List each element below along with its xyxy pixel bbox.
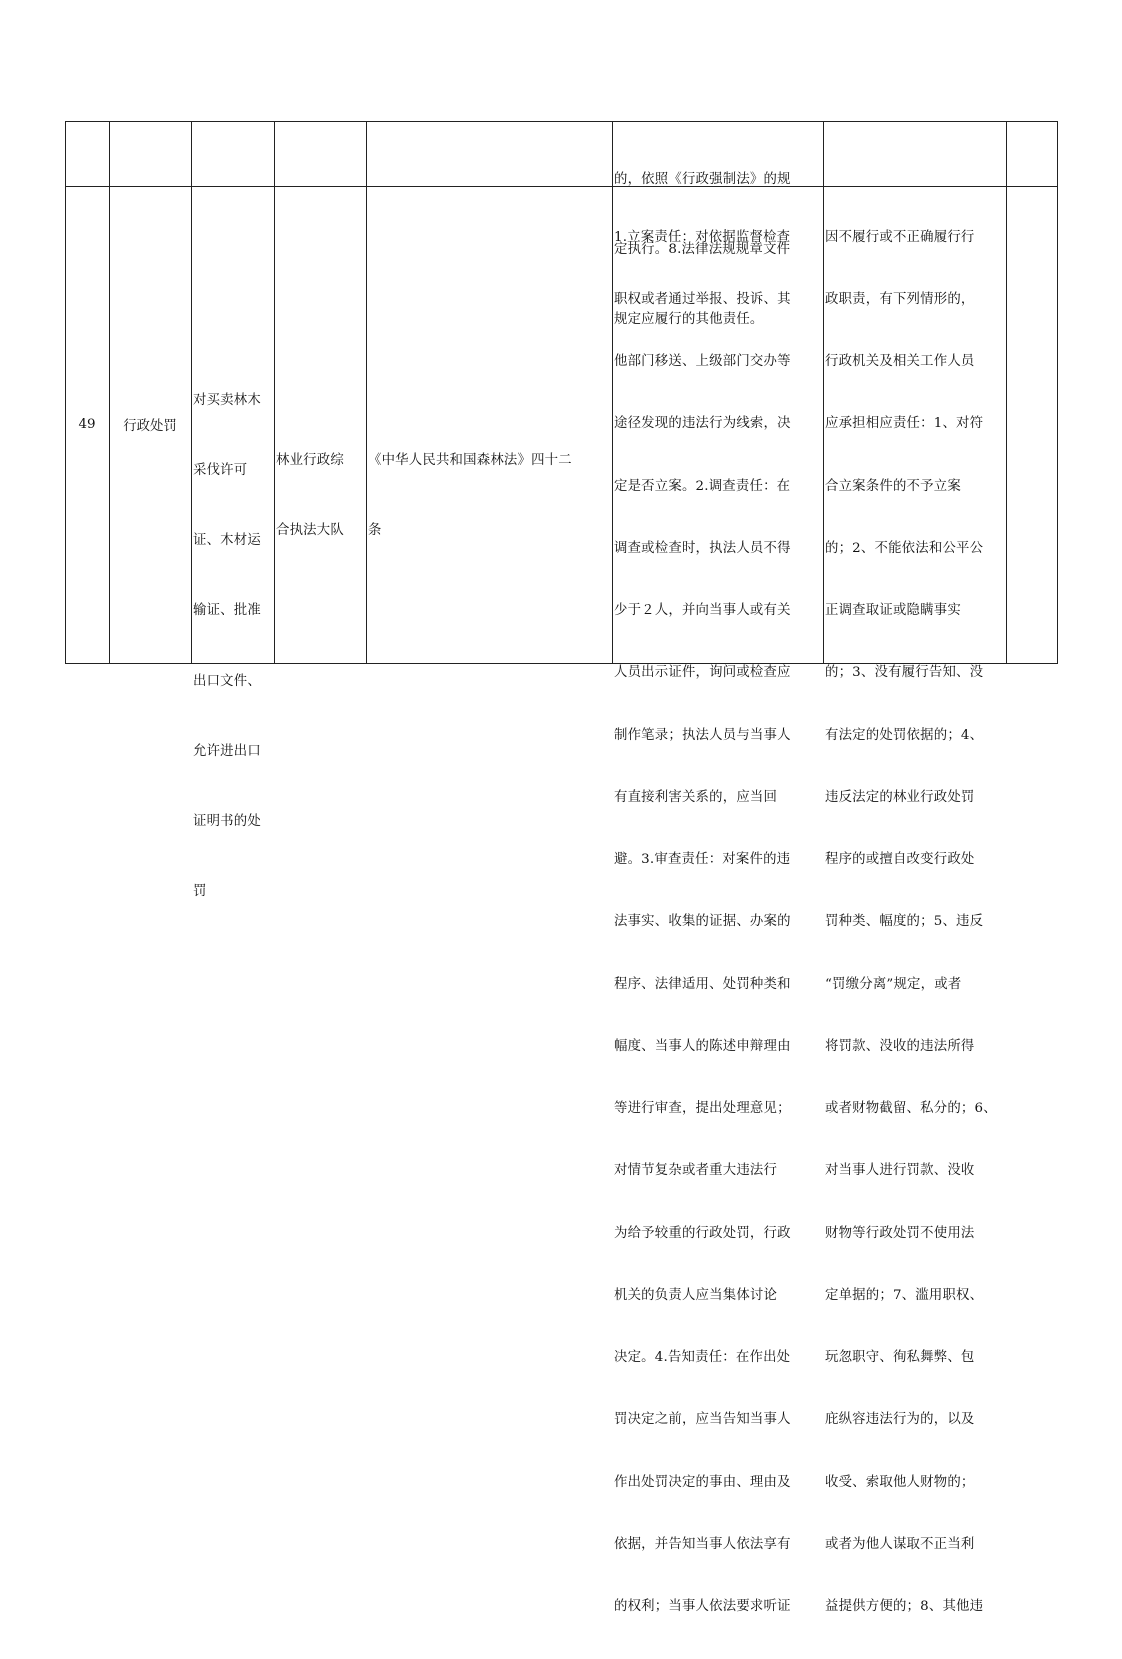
text-line: 少于２人，并向当事人或有关 bbox=[614, 603, 791, 618]
text-line: 的权利；当事人依法要求听证 bbox=[614, 1599, 791, 1614]
text-line: 对当事人进行罚款、没收 bbox=[825, 1163, 975, 1179]
text-line: 《中华人民共和国森林法》四十二 bbox=[368, 452, 572, 468]
text-line: 应承担相应责任：1、对符 bbox=[825, 416, 984, 432]
text-line: 程序的或擅自改变行政处 bbox=[825, 852, 975, 867]
text-line: 违反法定的林业行政处罚 bbox=[825, 789, 975, 805]
column-border bbox=[191, 121, 192, 664]
text-line: 有法定的处罚依据的；4、 bbox=[825, 727, 984, 743]
text-line: 将罚款、没收的违法所得 bbox=[825, 1038, 975, 1054]
text-line: 职权或者通过举报、投诉、其 bbox=[614, 291, 791, 307]
text-line: 避。3.审查责任：对案件的违 bbox=[614, 852, 791, 867]
text-line: 或者为他人谋取不正当利 bbox=[825, 1536, 975, 1552]
text-line: 定执行。8.法律法规规章文件 bbox=[614, 242, 791, 258]
text-line: 的；3、没有履行告知、没 bbox=[825, 665, 984, 681]
text-line: 作出处罚决定的事由、理由及 bbox=[614, 1474, 791, 1490]
text-line: 证明书的处 bbox=[193, 814, 261, 830]
text-line: 对情节复杂或者重大违法行 bbox=[614, 1163, 778, 1179]
text-line: 庇纵容违法行为的，以及 bbox=[825, 1412, 975, 1428]
text-line: 罚决定之前，应当告知当事人 bbox=[614, 1412, 791, 1428]
text-line: 幅度、当事人的陈述申辩理由 bbox=[614, 1038, 791, 1054]
text-line: 条 bbox=[368, 523, 382, 539]
text-line: 采伐许可 bbox=[193, 463, 248, 479]
column-border bbox=[823, 121, 824, 664]
text-line: 罚 bbox=[193, 884, 207, 900]
text-line: 林业行政综 bbox=[276, 452, 344, 468]
responsibility-cell bbox=[614, 186, 823, 1614]
text-line: 输证、批准 bbox=[193, 603, 261, 619]
text-line: 定单据的；7、滥用职权、 bbox=[825, 1287, 984, 1303]
text-line: 证、木材运 bbox=[193, 533, 261, 549]
text-line: 对买卖林木 bbox=[193, 392, 261, 408]
text-line: 依据，并告知当事人依法享有 bbox=[614, 1536, 791, 1552]
text-line: 出口文件、 bbox=[193, 673, 261, 689]
category-cell: 行政处罚 bbox=[123, 419, 177, 434]
remark-cell bbox=[1006, 186, 1057, 663]
legal-basis-cell bbox=[368, 402, 612, 539]
text-line: 或者财物截留、私分的；6、 bbox=[825, 1101, 997, 1116]
text-line: 人员出示证件，询问或检查应 bbox=[614, 665, 791, 681]
text-line: 法事实、收集的证据、办案的 bbox=[614, 914, 791, 930]
row-number: 49 bbox=[78, 417, 96, 432]
text-line: 程序、法律适用、处罚种类和 bbox=[614, 976, 791, 992]
column-border bbox=[1057, 121, 1058, 664]
text-line: 制作笔录；执法人员与当事人 bbox=[614, 727, 791, 743]
text-line: 调查或检查时，执法人员不得 bbox=[614, 540, 791, 556]
text-line: 允许进出口 bbox=[193, 743, 261, 759]
department-cell bbox=[276, 402, 366, 539]
text-line: 益提供方便的；8、其他违 bbox=[825, 1599, 984, 1614]
text-line: 他部门移送、上级部门交办等 bbox=[614, 354, 791, 369]
text-line: 的，依照《行政强制法》的规 bbox=[614, 171, 791, 187]
text-line: 为给予较重的行政处罚，行政 bbox=[614, 1225, 791, 1241]
text-line: 的；2、不能依法和公平公 bbox=[825, 540, 984, 556]
text-line: 规定应履行的其他责任。 bbox=[614, 312, 764, 328]
text-line: 合立案条件的不予立案 bbox=[825, 478, 961, 494]
column-border bbox=[366, 121, 367, 664]
text-line: 合执法大队 bbox=[276, 523, 344, 539]
item-name-cell bbox=[193, 342, 274, 900]
text-line: 机关的负责人应当集体讨论 bbox=[614, 1287, 778, 1303]
accountability-cell bbox=[825, 186, 1006, 1614]
text-line: 罚种类、幅度的；5、违反 bbox=[825, 914, 984, 930]
text-line: 决定。4.告知责任：在作出处 bbox=[614, 1350, 791, 1365]
text-line: 政职责，有下列情形的， bbox=[825, 291, 975, 307]
text-line: “罚缴分离”规定，或者 bbox=[825, 976, 962, 992]
text-line: 等进行审查，提出处理意见； bbox=[614, 1101, 791, 1116]
text-line: 正调查取证或隐瞒事实 bbox=[825, 603, 961, 618]
text-line: 定是否立案。2.调查责任：在 bbox=[614, 478, 791, 494]
text-line: 财物等行政处罚不使用法 bbox=[825, 1225, 975, 1241]
column-border bbox=[274, 121, 275, 664]
text-line: 玩忽职守、徇私舞弊、包 bbox=[825, 1350, 975, 1365]
text-line: 1.立案责任：对依据监督检查 bbox=[614, 229, 791, 245]
text-line: 因不履行或不正确履行行 bbox=[825, 229, 975, 245]
text-line: 有直接利害关系的，应当回 bbox=[614, 789, 778, 805]
column-border bbox=[612, 121, 613, 664]
text-line: 行政机关及相关工作人员 bbox=[825, 354, 975, 369]
table-top-border bbox=[65, 121, 1058, 122]
text-line: 途径发现的违法行为线索，决 bbox=[614, 416, 791, 432]
text-line: 收受、索取他人财物的； bbox=[825, 1474, 975, 1490]
